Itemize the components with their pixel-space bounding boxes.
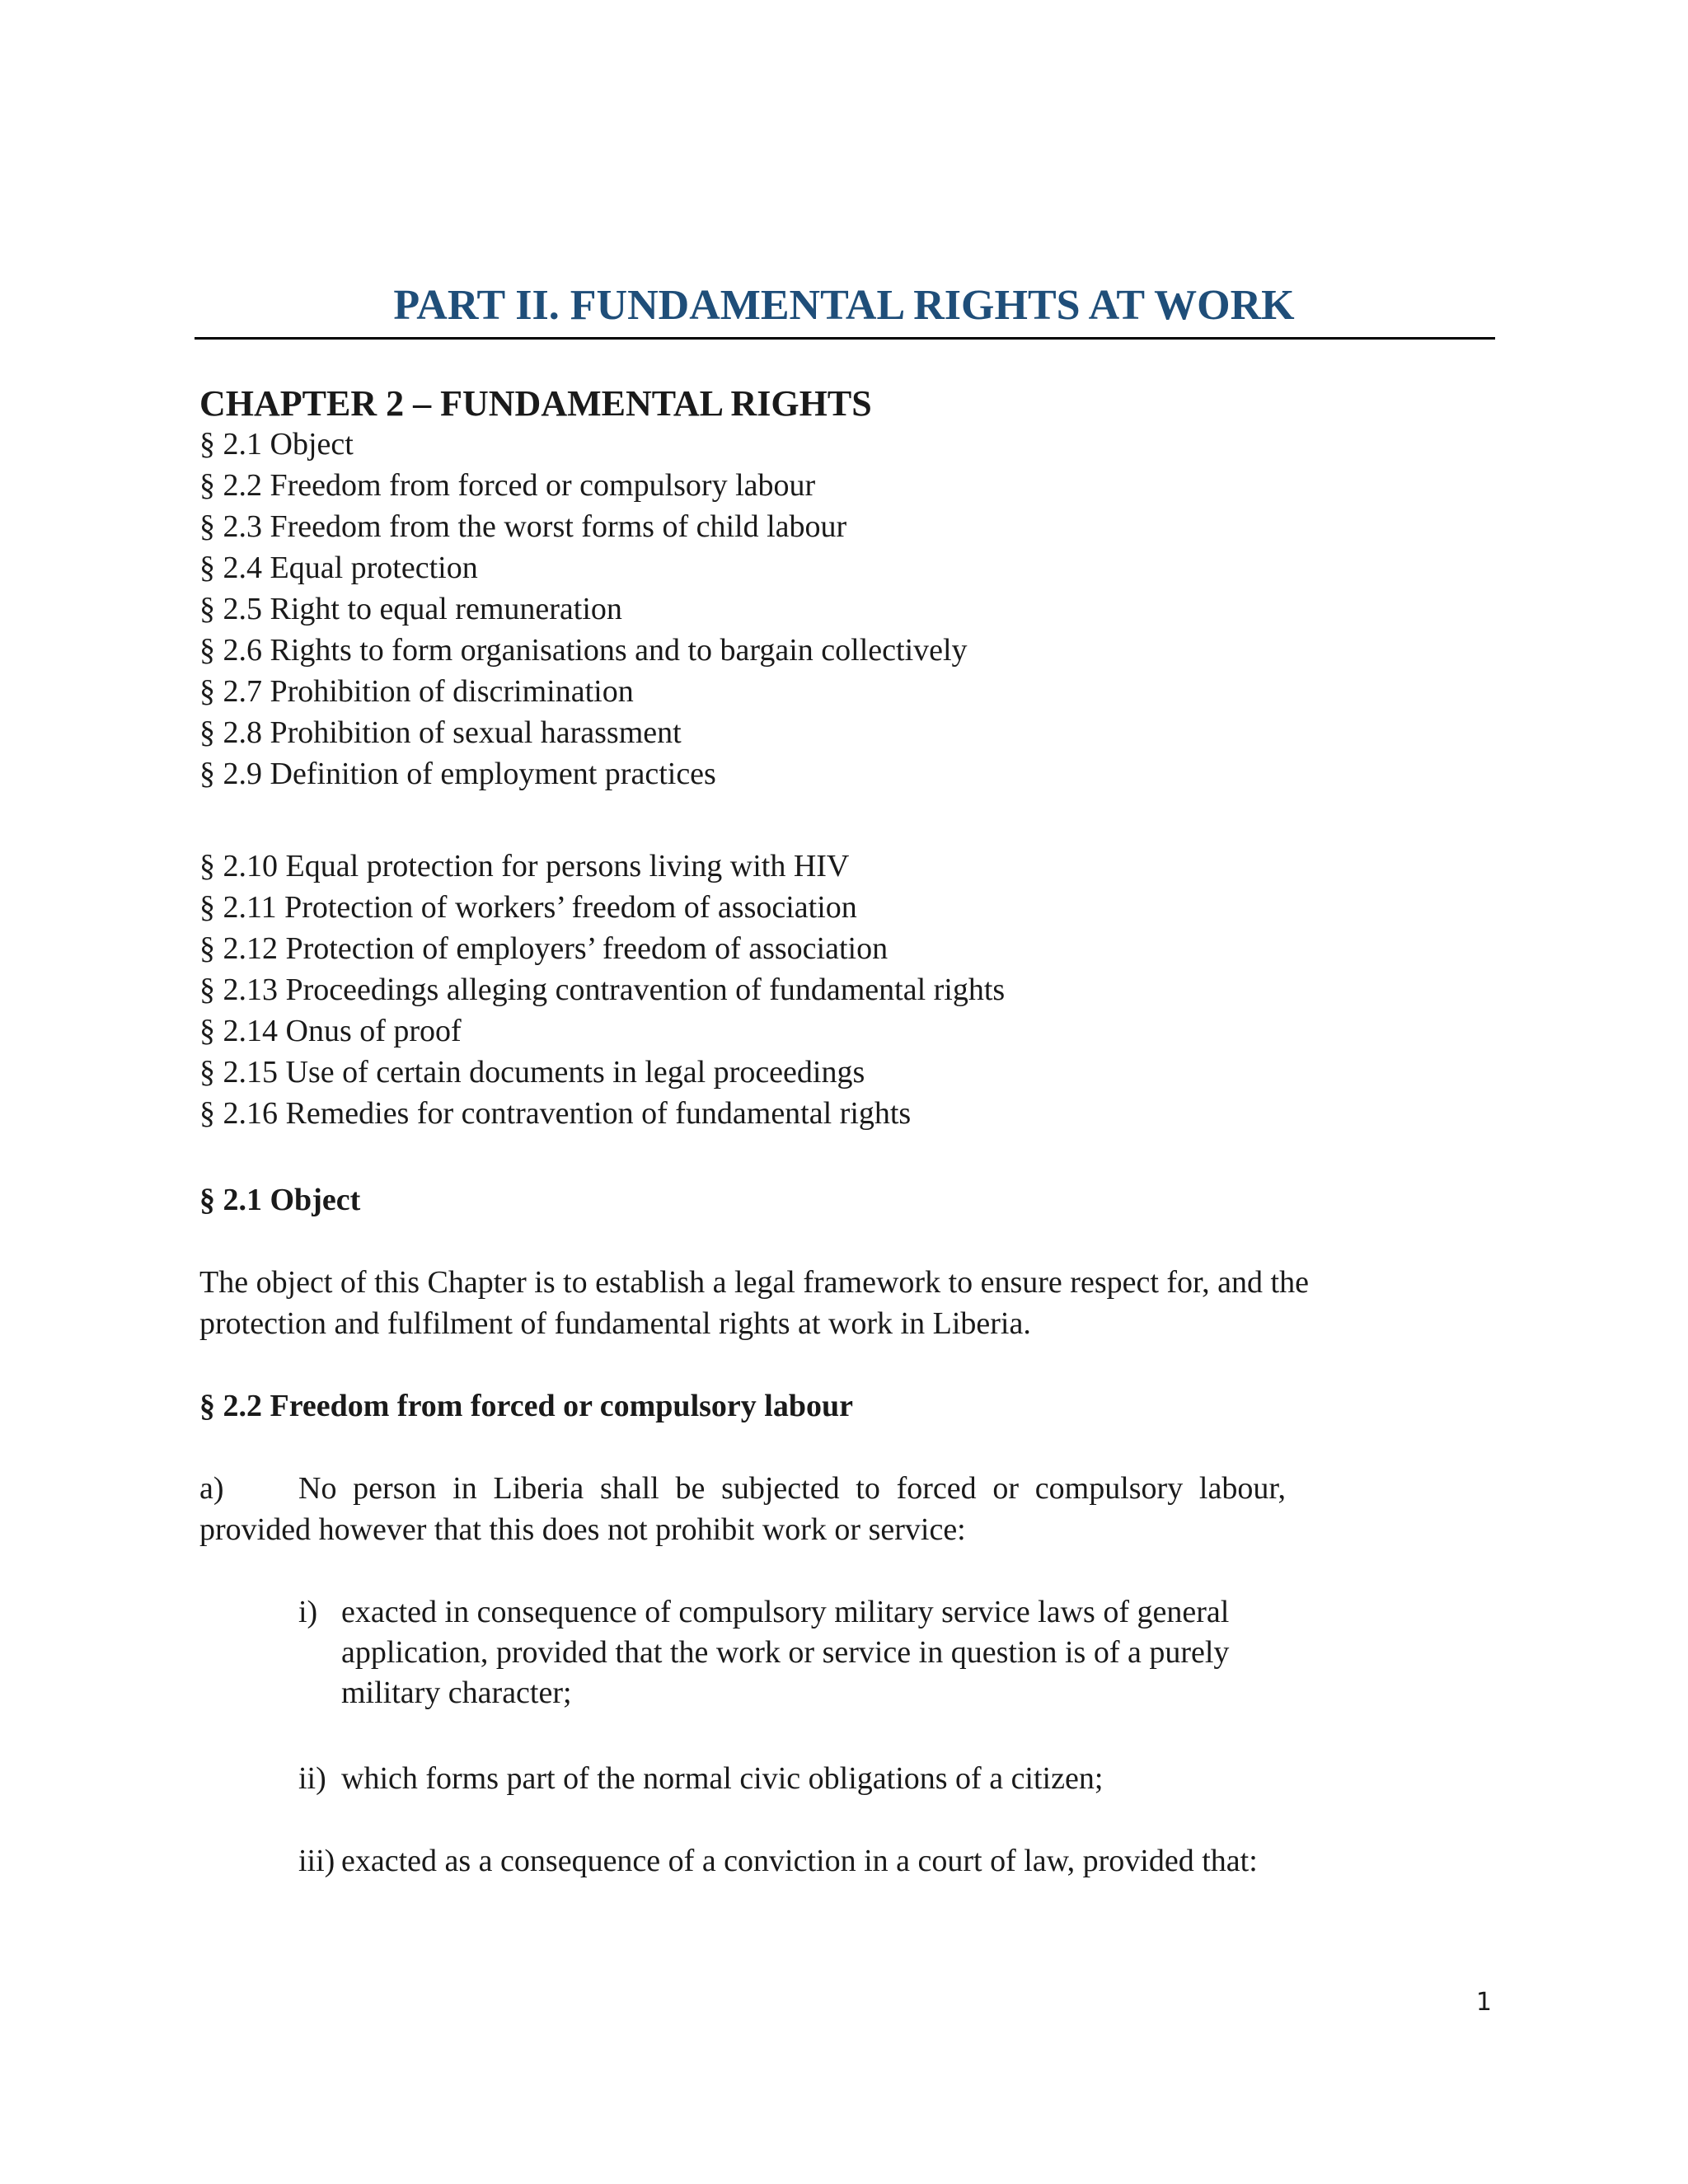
toc-item: § 2.11 Protection of workers’ freedom of association — [199, 890, 857, 925]
sub-item-text: exacted as a consequence of a conviction in a court of law, provided that: — [341, 1844, 1258, 1878]
toc-item: § 2.2 Freedom from forced or compulsory labour — [199, 468, 816, 503]
toc-item: § 2.5 Right to equal remuneration — [199, 592, 622, 626]
toc-item: § 2.8 Prohibition of sexual harassment — [199, 715, 682, 750]
toc-item: § 2.12 Protection of employers’ freedom of association — [199, 931, 889, 966]
section-2-1-body: The object of this Chapter is to establish a legal framework to ensure respect for, and the protection and fulfilment of fundamental rights at work in Liberia. — [199, 1265, 1309, 1341]
part-title: PART II. FUNDAMENTAL RIGHTS AT WORK — [393, 282, 1295, 329]
sub-item-number: i) — [298, 1595, 318, 1629]
toc-item: § 2.16 Remedies for contravention of fundamental rights — [199, 1096, 912, 1131]
toc-item: § 2.6 Rights to form organisations and to bargain collectively — [199, 633, 968, 668]
section-2-2-paragraph-a — [199, 1468, 1286, 1550]
sub-item-text: which forms part of the normal civic obligations of a citizen; — [341, 1761, 1104, 1796]
sub-item-ii — [298, 1759, 1287, 1799]
paragraph-text: No person in Liberia shall be subjected to forced or compulsory labour, provided however that this does not prohibit work or service: — [199, 1471, 1286, 1547]
table-of-contents-group-2 — [199, 846, 1005, 1134]
paragraph-label: a) — [199, 1471, 224, 1506]
title-underline-rule — [195, 337, 1495, 340]
sub-item-i — [298, 1592, 1287, 1713]
table-of-contents-group-1 — [199, 424, 968, 794]
toc-item: § 2.3 Freedom from the worst forms of child labour — [199, 509, 847, 544]
toc-item: § 2.7 Prohibition of discrimination — [199, 674, 634, 709]
toc-item: § 2.13 Proceedings alleging contravention of fundamental rights — [199, 972, 1006, 1007]
sub-item-number: iii) — [298, 1844, 335, 1878]
toc-item: § 2.15 Use of certain documents in legal proceedings — [199, 1055, 865, 1090]
toc-item: § 2.4 Equal protection — [199, 551, 478, 585]
toc-item: § 2.1 Object — [199, 427, 354, 462]
section-2-1-heading: § 2.1 Object — [199, 1183, 361, 1217]
sub-item-number: ii) — [298, 1761, 326, 1796]
toc-item: § 2.9 Definition of employment practices — [199, 757, 716, 791]
sub-item-iii — [298, 1841, 1287, 1882]
chapter-title: CHAPTER 2 – FUNDAMENTAL RIGHTS — [199, 383, 872, 424]
toc-item: § 2.14 Onus of proof — [199, 1014, 462, 1048]
toc-item: § 2.10 Equal protection for persons living with HIV — [199, 849, 850, 883]
sub-item-text: exacted in consequence of compulsory military service laws of general application, provided that the work or service in question is of a purely military character; — [341, 1595, 1230, 1710]
section-2-2-heading: § 2.2 Freedom from forced or compulsory labour — [199, 1389, 853, 1423]
page-number: 1 — [1475, 1988, 1492, 2017]
